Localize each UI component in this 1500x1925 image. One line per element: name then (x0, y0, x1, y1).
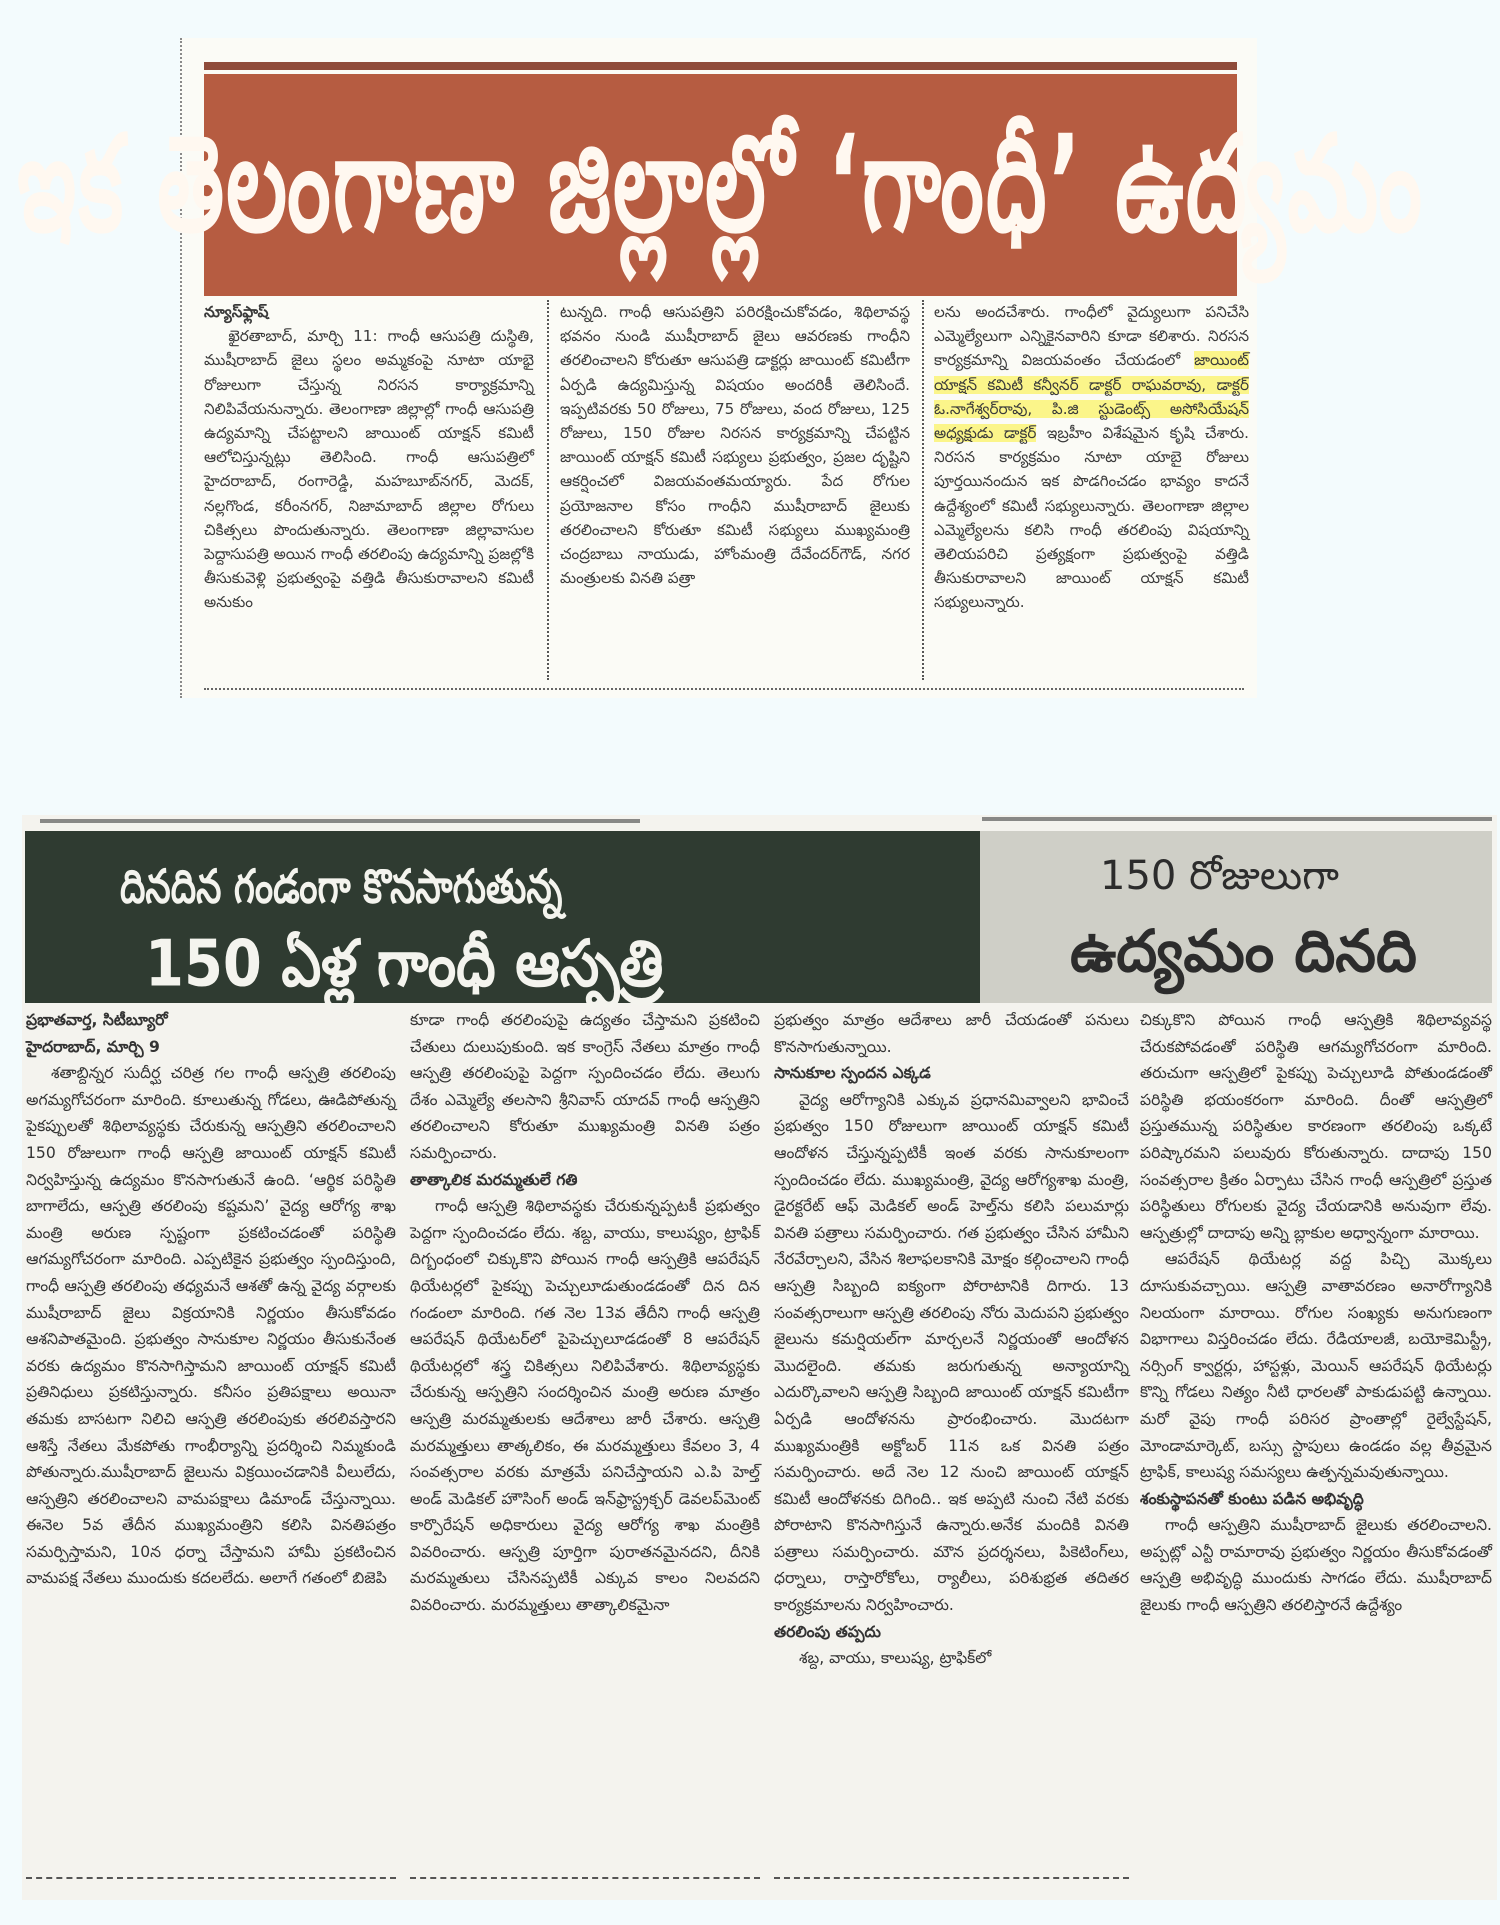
column-text: చిక్కుకొని పోయిన గాంధీ ఆస్పత్రికి శిథిలావ్యవస్థ చేరుకపోవడంతో పరిస్థితి ఆగమ్యగోచరంగా మారింది. తరుచుగా ఆస్పత్రిలో పైకప్పు పెచ్చులూడి పోతుండడంతో పరిస్థితి భయంకరంగా మారింది. దీంతో ఆస్పత్రిలో ప్రస్తుతమున్న పరిస్థితుల కారణంగా తరలింపు ఒక్కటే పరిష్కారమని పలువురు కోరుతున్నారు. దాదాపు 150 సంవత్సరాల క్రితం ఏర్పాటు చేసిన గాంధీ ఆస్పత్రిలో ప్రస్తుత పరిస్థితులు రోగులకు వైద్య చేయడానికి అనువుగా లేవు. ఆస్పత్రుల్లో దాదాపు అన్ని బ్లాకుల అధ్వాన్నంగా మారాయి. (1140, 1011, 1492, 1242)
column-text: టున్నది. గాంధీ ఆసుపత్రిని పరిరక్షించుకోవడం, శిథిలావస్థ భవనం నుండి ముషీరాబాద్ జైలు ఆవరణకు గాంధీని తరలించాలని కోరుతూ ఆసుపత్రి డాక్టర్లు జాయింట్ కమిటీగా ఏర్పడి ఉద్యమిస్తున్న విషయం అందరికీ తెలిసిందే. ఇప్పటివరకు 50 రోజులు, 75 రోజులు, వంద రోజులు, 125 రోజులు, 150 రోజుల నిరసన కార్యక్రమాన్ని చేపట్టిన జాయింట్ యాక్షన్ కమిటీ సభ్యులు ప్రభుత్వం, ప్రజల దృష్టిని ఆకర్షించలో విజయవంతమయ్యారు. పేద రోగుల ప్రయోజనాల కోసం గాంధీని ముషీరాబాద్ జైలుకు తరలించాలని కోరుతూ కమిటీ సభ్యులు ముఖ్యమంత్రి చంద్రబాబు నాయుడు, హోంమంత్రి దేవేందర్‌గౌడ్, నగర మంత్రులకు వినతి పత్రా (560, 303, 910, 588)
headline: ఇక తెలంగాణా జిల్లాల్లో ‘గాంధీ’ ఉద్యమం (17, 107, 1424, 263)
column-bottom-rule (774, 1877, 1129, 1879)
side-headline-block (980, 831, 1492, 1003)
article-column-1 (26, 1007, 396, 1867)
subheading: సానుకూల స్పందన ఎక్కడ (774, 1064, 931, 1083)
column-bottom-rule (410, 1877, 760, 1879)
column-text: శతాబ్దిన్నర సుదీర్ఘ చరిత్ర గల గాంధీ ఆస్పత్రి తరలింపు అగమ్యగోచరంగా మారింది. కూలుతున్న గోడలు, ఊడిపోతున్న పైకప్పులతో శిథిలావ్యస్థకు చేరుకున్న ఆస్పత్రిని తరలించాలని 150 రోజులుగా గాంధీ ఆస్పత్రి జాయింట్ యాక్షన్ కమిటీ నిర్వహిస్తున్న ఉద్యమం కొనసాగుతునే ఉంది. ‘ఆర్థిక పరిస్థితి బాగాలేదు, ఆస్పత్రి తరలింపు కష్టమని’ వైద్య ఆరోగ్య శాఖ మంత్రి అరుణ స్పష్టంగా ప్రకటించడంతో పరిస్థితి ఆగమ్యగోచరంగా మారింది. ఎప్పటికైన ప్రభుత్వం స్పందిస్తుంది, గాంధీ ఆస్పత్రి తరలింపు తధ్యమనే ఆశతో ఉన్న వైద్య వర్గాలకు ముషీరాబాద్ జైలు విక్రయానికి నిర్ణయం తీసుకోవడం ఆశనిపాతమైంది. ప్రభుత్వం సానుకూల నిర్ణయం తీసుకునేంత వరకు ఉద్యమం కొనసాగిస్తామని జాయింట్ యాక్షన్ కమిటీ ప్రతినిధులు ప్రకటిస్తున్నారు. కనీసం ప్రతిపక్షాలు అయినా తమకు బాసటగా నిలిచి ఆస్పత్రి తరలింపుకు తరలివస్తారని ఆశిస్తే నేతలు మేకపోతు గాంభీర్యాన్ని ప్రదర్శించి నిమ్మకుండి పోతున్నారు.ముషీరాబాద్ జైలును విక్రయించడానికి వీలులేదు, ఆస్పత్రిని తరలించాలని వామపక్షాలు డిమాండ్ చేస్తున్నాయి. ఈనెల 5వ తేదీన ముఖ్యమంత్రిని కలిసి వినతిపత్రం సమర్పిస్తామని, 10న ధర్నా చేస్తామని హామీ ప్రకటించిన వామపక్ష నేతలు ముందుకు కదలలేదు. అలాగే గతంలో బిజెపి (26, 1064, 396, 1588)
text-before-highlight: లను అందచేశారు. గాంధీలో వైద్యులుగా పనిచేసి ఎమ్మెల్యేలుగా ఎన్నికైనవారిని కూడా కలిశారు. నిరసన కార్యక్రమాన్ని విజయవంతం చేయడంలో (934, 303, 1249, 370)
headline: 150 ఏళ్ల గాంధీ ఆస్పత్రి (145, 927, 664, 1002)
column-text: ఖైరతాబాద్, మార్చి 11: గాంధీ ఆసుపత్రి దుస్థితి, ముషీరాబాద్ జైలు స్థలం అమ్మకంపై నూటా యాభై రోజులుగా చేస్తున్న నిరసన కార్యాక్రమాన్ని నిలిపివేయనున్నారు. తెలంగాణా జిల్లాల్లో గాంధీ ఆసుపత్రి ఉద్యమాన్ని చేపట్టాలని జాయింట్ యాక్షన్ కమిటీ ఆలోచిస్తున్నట్లు తెలిసింది. గాంధీ ఆసుపత్రిలో హైదరాబాద్, రంగారెడ్డి, మహబూబ్‌నగర్, మెదక్, నల్లగొండ, కరీంనగర్, నిజామాబాద్ జిల్లాల రోగులు చికిత్సలు పొందుతున్నారు. తెలంగాణా జిల్లావాసుల పెద్దాసుపత్రి అయిన గాంధీ తరలింపు ఉద్యమాన్ని ప్రజల్లోకి తీసుకువెళ్లి ప్రభుత్వంపై వత్తిడి తీసుకురావాలని కమిటీ అనుకుం (204, 327, 534, 612)
column-divider (547, 300, 549, 680)
column-bottom-rule (26, 1877, 396, 1879)
subheading: తరలింపు తప్పదు (774, 1622, 881, 1641)
article-column-2 (410, 1007, 760, 1867)
article-column-3 (934, 300, 1249, 680)
article-body (182, 300, 1257, 688)
byline: న్యూస్‌ఫ్లాష్ (204, 303, 269, 321)
article-column-1 (204, 300, 534, 680)
headline-block (25, 831, 980, 1003)
byline-dateline: హైదరాబాద్, మార్చి 9 (26, 1037, 160, 1056)
article-column-2 (560, 300, 910, 680)
news-clipping-1 (17, 38, 1424, 698)
kicker: దినదిన గండంగా కొనసాగుతున్న (120, 861, 563, 915)
side-kicker: 150 రోజులుగా (1100, 853, 1339, 899)
subheading: శంకుస్థాపనతో కుంటు పడిన అభివృద్ధి (1140, 1489, 1364, 1508)
top-rule (40, 819, 640, 823)
side-headline: ఉద్యమం దినది (1070, 917, 1417, 985)
article-column-3 (774, 1007, 1129, 1867)
subheading: తాత్కాలిక మరమ్మతులే గతి (410, 1170, 578, 1189)
byline-source: ప్రభాతవార్త, సిటీబ్యూరో (26, 1011, 168, 1029)
highlighted-text: జాయింట్ యాక్షన్ కమిటీ కన్వీనర్ డాక్టర్ రాఘవరావు, డాక్టర్ ఓ.నాగేశ్వర్‌రావు, పి.జి స్టుడెంట్స్ అసోసియేషన్ అధ్యక్షుడు డాక్టర్ (934, 351, 1249, 443)
column-text: శబ్ద, వాయు, కాలుష్య, ట్రాఫిక్‌లో (798, 1649, 992, 1668)
column-text: ఆపరేషన్ థియేటర్ల వద్ద పిచ్చి మొక్కలు దూసుకువచ్చాయి. ఆస్పత్రి వాతావరణం అనారోగ్యానికి నిలయంగా మారాయి. రోగుల సంఖ్యకు అనుగుణంగా విభాగాలు విస్తరించడం లేదు. రేడియాలజీ, బయోకెమిస్ట్రీ, నర్సింగ్ క్వార్టర్లు, హాస్టళ్లు, మెయిన్ ఆపరేషన్ థియేటర్లు కొన్ని గోడలు నిత్యం నీటి ధారలతో పాకుడుపట్టి ఉన్నాయి. మరో వైపు గాంధీ పరిసర ప్రాంతాల్లో రైల్వేస్టేషన్, మోండామార్కెట్, బస్సు స్టాపులు ఉండడం వల్ల తీవ్రమైన ట్రాఫిక్, కాలుష్య సమస్యలు ఉత్పన్నమవుతున్నాయి. (1140, 1250, 1492, 1482)
column-text (934, 300, 1249, 615)
news-clipping-2 (22, 815, 1497, 1900)
column-text: ప్రభుత్వం మాత్రం ఆదేశాలు జారీ చేయడంతో పనులు కొనసాగుతున్నాయి. (774, 1011, 1129, 1056)
banner-top-stripe (204, 62, 1237, 70)
headline-banner (17, 74, 1424, 296)
column-text: వైద్య ఆరోగ్యానికి ఎక్కువ ప్రధానమివ్వాలని భావించే ప్రభుత్వం 150 రోజులుగా జాయింట్ యాక్షన్ కమిటీ ఆందోళన చేస్తున్నప్పటికీ ఇంత వరకు సానుకూలంగా స్పందించడం లేదు. ముఖ్యమంత్రి, వైద్య ఆరోగ్యశాఖ మంత్రి, డైరక్టరేట్ ఆఫ్ మెడికల్ అండ్ హెల్త్‌ను కలిసి పలుమార్లు వినతి పత్రాలు సమర్పించారు. గత ప్రభుత్వం చేసిన హామీని నేరవేర్చాలని, వేసిన శిలాఫలకానికి మోక్షం కల్గించాలని గాంధీ ఆస్పత్రి సిబ్బంది ఐక్యంగా పోరాటానికి దిగారు. 13 సంవత్సరాలుగా ఆస్పత్రి తరలింపు నోరు మెదుపని ప్రభుత్వం జైలును కమర్షియల్‌గా మార్చలనే నిర్ణయంతో ఆందోళన మొదలైంది. తమకు జరుగుతున్న అన్యాయాన్ని ఎదుర్కొవాలని ఆస్పత్రి సిబ్బంది జాయింట్ యాక్షన్ కమిటీగా ఏర్పడి ఆందోళనను ప్రారంభించారు. మొదటగా ముఖ్యమంత్రికి అక్టోబర్ 11న ఒక వినతి పత్రం సమర్పించారు. అదే నెల 12 నుంచి జాయింట్ యాక్షన్ కమిటీ ఆందోళనకు దిగింది.. ఇక అప్పటి నుంచి నేటి వరకు పోరాటాని కొనసాగిస్తునే ఉన్నారు.అనేక మందికి వినతి పత్రాలు సమర్పించారు. మౌన ప్రదర్శనలు, పికెటింగ్‌లు, ధర్నాలు, రాస్తారోకోలు, ర్యాలీలు, పరిశుభ్రత తదితర కార్యక్రమాలను నిర్వహించారు. (774, 1090, 1129, 1615)
column-text: గాంధీ ఆస్పత్రి శిథిలావస్థకు చేరుకున్నప్పటకీ ప్రభుత్వం పెద్దగా స్పందించడం లేదు. శబ్ద, వాయు, కాలుష్యం, ట్రాఫిక్ దిగ్బంధంలో చిక్కుకొని పోయిన గాంధీ ఆస్పత్రికి ఆపరేషన్ థియేటర్లలో పైకప్పు పెచ్చులూడుతుండడంతో దిన దిన గండంలా మారింది. గత నెల 13వ తేదీని గాంధీ ఆస్పత్రి ఆపరేషన్ థియేటర్‌లో పైపెచ్చులూడడంతో 8 ఆపరేషన్ థియేటర్లలో శస్త్ర చికిత్సలు నిలిపివేశారు. శిథిలావ్యస్థకు చేరుకున్న ఆస్పత్రిని సందర్శించిన మంత్రి అరుణ మాత్రం ఆస్పత్రి మరమ్మతులకు ఆదేశాలు జారీ చేశారు. ఆస్పత్రి మరమ్మత్తులు తాత్కలికం, ఈ మరమ్మత్తులు కేవలం 3, 4 సంవత్సరాల వరకు మాత్రమే పనిచేస్తాయని ఎ.పి హెల్త్ అండ్ మెడికల్ హౌసింగ్ అండ్ ఇన్‌ఫ్రాస్ట్రక్చర్ డెవలప్‌మెంట్ కార్పొరేషన్ అధికారులు వైద్య ఆరోగ్య శాఖ మంత్రికి వివరించారు. ఆస్పత్రి పూర్తిగా పురాతనమైనదని, దీనికి మరమ్మతులు చేసినప్పటికీ ఎక్కువ కాలం నిలవదని వివరించారు. మరమ్మత్తులు తాత్కాలికమైనా (410, 1197, 760, 1615)
top-rule (982, 817, 1492, 821)
column-divider (922, 300, 924, 680)
text-after-highlight: ఇబ్రహీం విశేషమైన కృషి చేశారు. నిరసన కార్యక్రమం నూటా యాబై రోజులు పూర్తయినందున ఇక పొడగించడం భావ్యం కాదనే ఉద్దేశ్యంలో కమిటీ సభ్యులున్నారు. తెలంగాణా జిల్లాల ఎమ్మెల్యేలను కలిసి గాంధీ తరలింపు విషయాన్ని తెలియపరిచి ప్రత్యక్షంగా ప్రభుత్వంపై వత్తిడి తీసుకురావాలని జాయింట్ యాక్షన్ కమిటీ సభ్యులున్నారు. (934, 424, 1249, 612)
article-column-4 (1140, 1007, 1492, 1867)
clipping-bottom-border (204, 688, 1244, 690)
column-text: కూడా గాంధీ తరలింపుపై ఉద్యతం చేస్తామని ప్రకటించి చేతులు దులుపుకుంది. ఇక కాంగ్రెస్ నేతలు మాత్రం గాంధీ ఆస్పత్రి తరలింపుపై పెద్దగా స్పందించడం లేదు. తెలుగు దేశం ఎమ్మెల్యే తలసాని శ్రీనివాస్ యాదవ్ గాంధీ ఆస్పత్రిని తరలించాలని కోరుతూ ముఖ్యమంత్రి వినతి పత్రం సమర్పించారు. (410, 1011, 760, 1162)
column-text: గాంధీ ఆస్పత్రిని ముషీరాబాద్ జైలుకు తరలించాలని. అప్పట్లో ఎన్టీ రామారావు ప్రభుత్వం నిర్ణయం తీసుకోవడంతో ఆస్పత్రి అభివృద్ధి ముందుకు సాగడం లేదు. ముషీరాబాద్ జైలుకు గాంధీ ఆస్పత్రిని తరలిస్తారనే ఉద్దేశ్యం (1140, 1516, 1492, 1615)
